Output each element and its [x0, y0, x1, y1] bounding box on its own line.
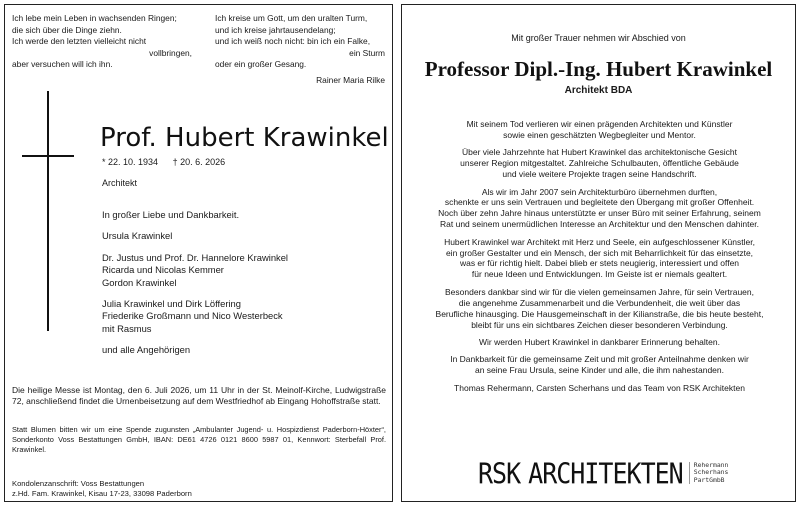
mourner-line: Gordon Krawinkel — [102, 276, 177, 288]
tribute-line: Rat und seinem unermüdlichen Interesse an Architektur und den Menschen dahinter. — [440, 219, 759, 230]
deceased-full-name: Professor Dipl.-Ing. Hubert Krawinkel — [424, 57, 773, 81]
poem-column-left — [12, 13, 192, 71]
logo-partner-line: PartGmbB — [693, 475, 725, 484]
mourner-line: Friederike Großmann und Nico Westerbeck — [102, 310, 283, 322]
tribute-line: Mit seinem Tod verlieren wir einen prägenden Architekten und Künstler — [466, 119, 733, 129]
logo-partner-line: Rehermann — [693, 460, 729, 469]
tribute-line: bleibt für uns ein sichtbares Zeichen dieser besonderen Verbindung. — [471, 319, 728, 330]
tribute-line: schenkte er uns sein Vertrauen und begleitete den Übergang mit großer Offenheit. — [444, 197, 755, 208]
cross-icon-bar — [22, 155, 74, 157]
tribute-paragraph — [412, 354, 787, 376]
mourner-line: Ricarda und Nicolas Kemmer — [102, 264, 224, 276]
mourner-group — [102, 298, 288, 335]
poem-line: vollbringen, — [149, 47, 192, 58]
tribute-line: Noch über zehn Jahre hinaus unterstützte er unser Büro mit seiner Erfahrung, seinem — [438, 208, 761, 219]
obituary-company-notice — [401, 4, 796, 502]
condolence-line: Kondolenzanschrift: Voss Bestattungen — [12, 479, 145, 488]
tribute-paragraph — [412, 287, 787, 331]
poem-line: oder ein großer Gesang. — [215, 59, 307, 70]
tribute-line: Besonders dankbar sind wir für die vielen gemeinsamen Jahre, für sein Vertrauen, — [444, 286, 754, 297]
tribute-signature — [412, 383, 787, 394]
logo-partners — [689, 462, 729, 485]
tribute-line: für neue Ideen und Entwicklungen. Im Geiste ist er niemals gealtert. — [471, 269, 728, 280]
tribute-line: an seine Frau Ursula, seine Kinder und alle, die ihm nahestanden. — [474, 365, 724, 376]
mourner-line: Dr. Justus und Prof. Dr. Hannelore Krawinkel — [102, 251, 289, 263]
logo-wordmark-architekten: ARCHITEKTEN — [528, 456, 683, 490]
profession: Architekt — [102, 178, 138, 188]
condolence-line: z.Hd. Fam. Krawinkel, Kisau 17-23, 33098 Paderborn — [12, 489, 192, 499]
mourner-group — [102, 209, 288, 221]
donation-request: Statt Blumen bitten wir um eine Spende zugunsten „Ambulanter Jugend- u. Hospizdienst Paderborn-Höxter“, Sonderkonto Voss Bestattungen GmbH, IBAN: DE61 4726 0121 8600 5987 01, Kennwort: Sterbefall Prof. Krawinkel. — [12, 425, 386, 455]
mourner-line: Ursula Krawinkel — [102, 230, 173, 242]
tribute-line: Wir werden Hubert Krawinkel in dankbarer Erinnerung behalten. — [479, 336, 720, 347]
tribute-line: die angenehme Zusammenarbeit und die Verbundenheit, die weit über das — [458, 297, 741, 308]
poem-column-right — [215, 13, 385, 71]
death-date: † 20. 6. 2026 — [172, 157, 226, 167]
tribute-line: Hubert Krawinkel war Architekt mit Herz und Seele, ein aufgeschlossener Künstler, — [444, 236, 755, 247]
poem-author: Rainer Maria Rilke — [316, 75, 385, 85]
tribute-line: ein großer Gestalter und ein Mensch, der sich mit Beharrlichkeit für das einsetzte, — [445, 247, 754, 258]
tribute-line: unserer Region mitgestaltet. Zahlreiche Schulbauten, öffentliche Gebäude — [460, 158, 739, 169]
tribute-paragraph — [412, 237, 787, 281]
tribute-paragraph — [412, 337, 787, 348]
tribute-paragraph — [412, 187, 787, 231]
condolence-address — [12, 479, 192, 499]
poem-line: ein Sturm — [349, 47, 385, 58]
deceased-title: Architekt BDA — [564, 85, 633, 96]
tribute-line: Über viele Jahrzehnte hat Hubert Krawinkel das architektonische Gesicht — [462, 147, 737, 158]
poem-line: die sich über die Dinge ziehn. — [12, 24, 122, 35]
logo-wordmark-rsk: RSK — [478, 456, 521, 490]
funeral-mass-info: Die heilige Messe ist Montag, den 6. Juli 2026, um 11 Uhr in der St. Meinolf-Kirche, Ludwigstraße 72, anschließend findet die Urnenbeisetzung auf dem Westfriedhof ab Eingang Hohoffstraße statt. — [12, 385, 386, 407]
tribute-body — [412, 119, 787, 400]
tribute-line: Berufliche hinausging. Die Hausgemeinschaft in der Kilianstraße, die bis heute besteht, — [435, 308, 764, 319]
mourner-line: mit Rasmus — [102, 322, 152, 334]
poem-line: Ich werde den letzten vielleicht nicht — [12, 36, 147, 47]
tribute-line: Als wir im Jahr 2007 sein Architekturbüro übernehmen durften, — [481, 186, 718, 197]
logo-partner-line: Scherhans — [693, 468, 729, 477]
poem-line: Ich lebe mein Leben in wachsenden Ringen; — [12, 13, 177, 23]
tribute-line: In Dankbarkeit für die gemeinsame Zeit und mit großer Anteilnahme denken wir — [450, 354, 749, 365]
tribute-line: was er für richtig hielt. Dabei blieb er stets neugierig, interessiert und offen — [459, 258, 740, 269]
obituary-family-notice — [4, 4, 393, 502]
deceased-name: Prof. Hubert Krawinkel — [100, 123, 389, 153]
mourner-line: und alle Angehörigen — [102, 344, 191, 356]
cross-icon — [47, 91, 49, 331]
tribute-line: und viele weitere Projekte tragen seine Handschrift. — [502, 169, 697, 180]
tribute-line: Thomas Rehermann, Carsten Scherhans und das Team von RSK Architekten — [454, 382, 745, 393]
logo-wordmark — [478, 456, 683, 489]
mourners-list — [102, 209, 288, 366]
tribute-paragraph — [412, 147, 787, 180]
rsk-architekten-logo — [478, 455, 728, 491]
poem-line: Ich kreise um Gott, um den uralten Turm, — [215, 13, 368, 23]
mourner-line: In großer Liebe und Dankbarkeit. — [102, 209, 240, 220]
intro-text: Mit großer Trauer nehmen wir Abschied von — [511, 33, 686, 43]
poem-line: und ich weiß noch nicht: bin ich ein Falke, — [215, 36, 371, 47]
tribute-paragraph — [412, 119, 787, 141]
mourner-group — [102, 344, 288, 356]
poem-line: aber versuchen will ich ihn. — [12, 59, 113, 70]
life-dates — [102, 157, 225, 167]
mourner-group — [102, 252, 288, 289]
poem-line: und ich kreise jahrtausendelang; — [215, 24, 336, 35]
tribute-line: sowie einen geschätzten Wegbegleiter und Mentor. — [503, 129, 696, 140]
mourner-line: Julia Krawinkel und Dirk Löffering — [102, 298, 241, 310]
mourner-group — [102, 230, 288, 242]
birth-date: * 22. 10. 1934 — [102, 157, 159, 167]
